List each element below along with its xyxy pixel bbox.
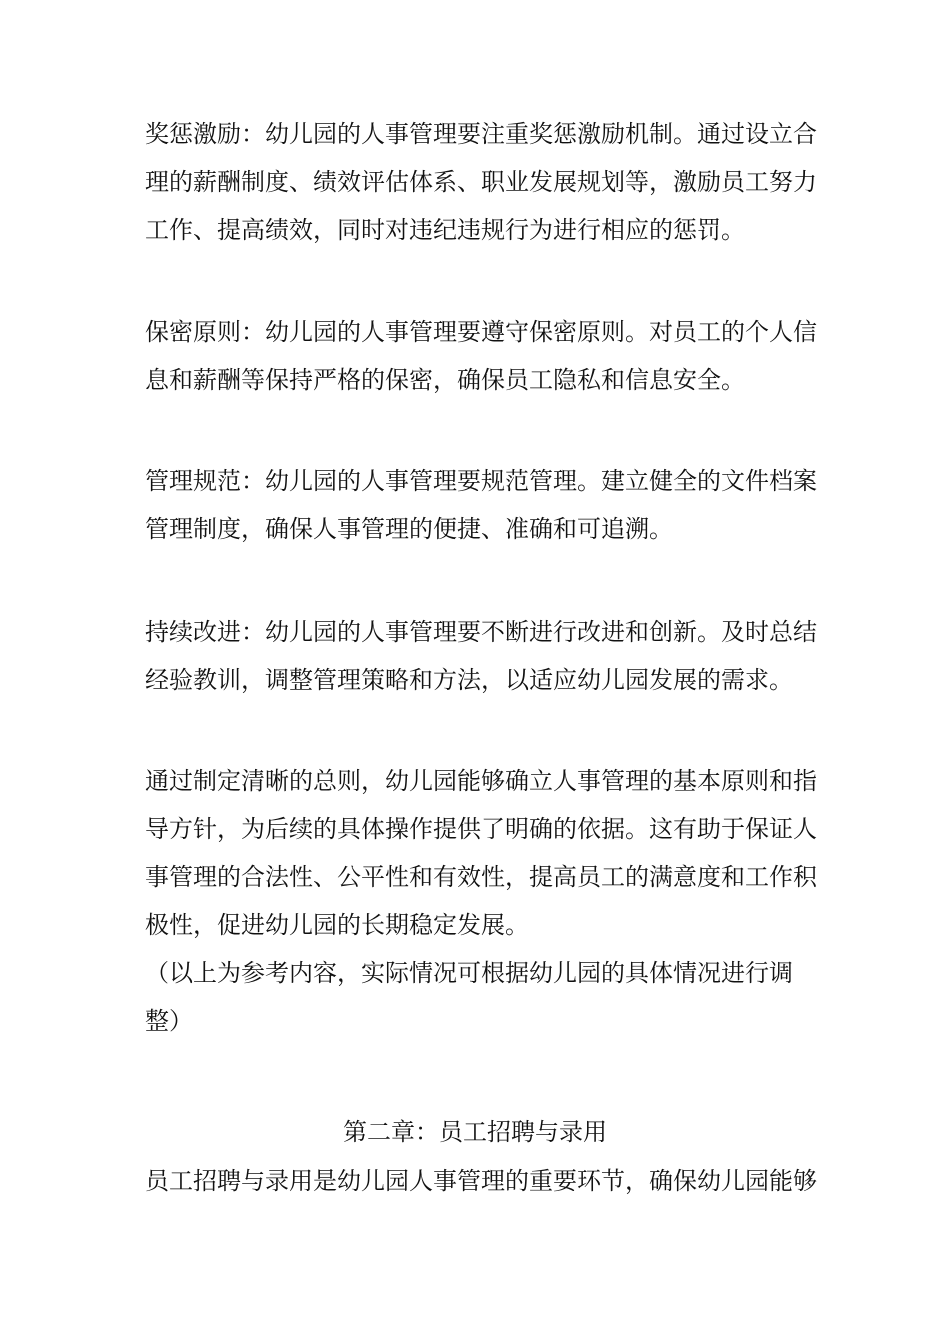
text-line: 管理制度，确保人事管理的便捷、准确和可追溯。 (145, 515, 673, 543)
text-line: （以上为参考内容，实际情况可根据幼儿园的具体情况进行调 (145, 959, 793, 987)
text-line: 保密原则：幼儿园的人事管理要遵守保密原则。对员工的个人信 (145, 318, 817, 346)
paragraph-recruitment-intro (145, 1157, 815, 1205)
text-line: 事管理的合法性、公平性和有效性，提高员工的满意度和工作积 (145, 863, 817, 891)
text-line: 工作、提高绩效，同时对违纪违规行为进行相应的惩罚。 (145, 216, 745, 244)
text-line: 通过制定清晰的总则，幼儿园能够确立人事管理的基本原则和指 (145, 767, 817, 795)
text-line: 息和薪酬等保持严格的保密，确保员工隐私和信息安全。 (145, 366, 745, 394)
paragraph-rewards-punishments (145, 110, 815, 254)
text-line: 极性，促进幼儿园的长期稳定发展。 (145, 911, 529, 939)
text-line: 管理规范：幼儿园的人事管理要规范管理。建立健全的文件档案 (145, 467, 817, 495)
text-line: 整） (145, 1007, 193, 1035)
text-line: 奖惩激励：幼儿园的人事管理要注重奖惩激励机制。通过设立合 (145, 120, 817, 148)
paragraph-confidentiality (145, 308, 815, 404)
paragraph-management-standards (145, 457, 815, 553)
text-line: 导方针，为后续的具体操作提供了明确的依据。这有助于保证人 (145, 815, 817, 843)
paragraph-continuous-improvement (145, 608, 815, 704)
text-line: 经验教训，调整管理策略和方法，以适应幼儿园发展的需求。 (145, 666, 793, 694)
text-line: 员工招聘与录用是幼儿园人事管理的重要环节，确保幼儿园能够 (145, 1167, 817, 1195)
paragraph-summary (145, 757, 815, 1045)
text-line: 持续改进：幼儿园的人事管理要不断进行改进和创新。及时总结 (145, 618, 817, 646)
chapter-heading: 第二章：员工招聘与录用 (343, 1118, 607, 1146)
text-line: 理的薪酬制度、绩效评估体系、职业发展规划等，激励员工努力 (145, 168, 817, 196)
